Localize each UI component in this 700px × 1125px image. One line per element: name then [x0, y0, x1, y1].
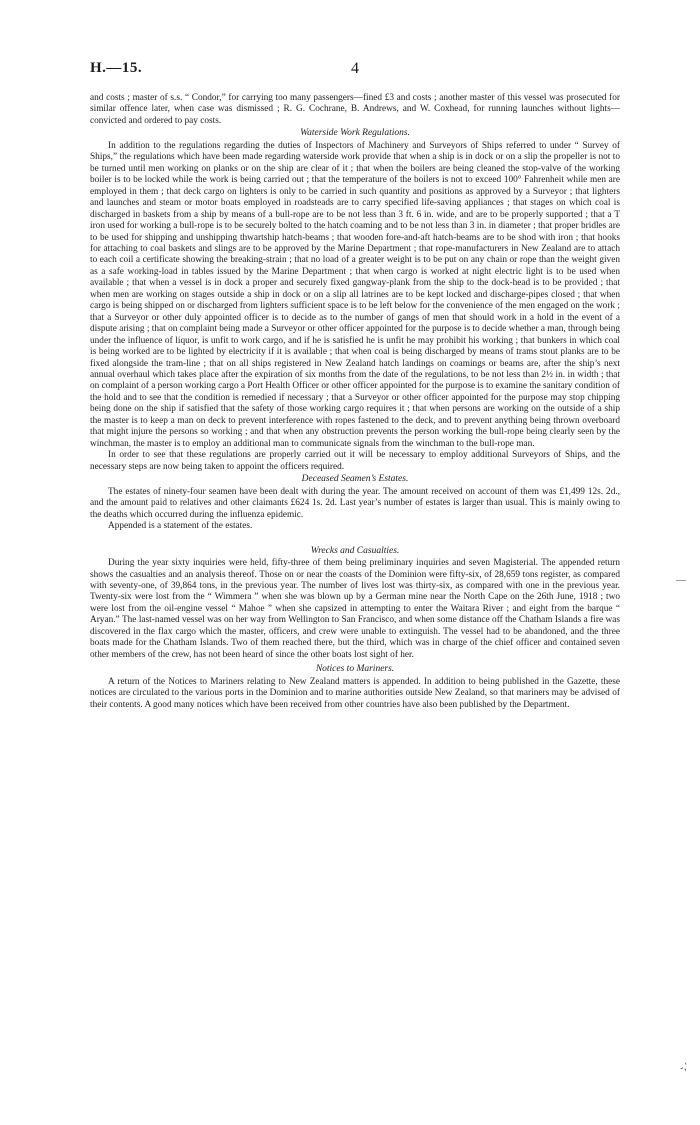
section-heading: Waterside Work Regulations. [300, 128, 410, 139]
spacer [90, 661, 620, 663]
paragraph: In order to see that these regulations are properly carried out it will be necessary to employ additional Surveyors of Ships, and the necessary steps are now being taken to appoint the officers required. [90, 450, 620, 472]
section-heading: Wrecks and Casualties. [310, 545, 400, 556]
section-heading: Deceased Seamen’s Estates. [301, 474, 409, 485]
margin-mark: -,' [678, 1061, 690, 1074]
paragraph: During the year sixty inquiries were held, fifty-three of them being preliminary inquiries and seven Magisterial. The appended return shows the casualties and an analysis thereof. Those on or near the coasts of the Dominion were fifty-six, of 28,659 tons register, as compared with seventy-one, of 39,864 tons, in the previous year. The number of lives lost was thirty-six, as compared with one in the previous year. Twenty-six were lost from the “ Wimmera ” when she was blown up by a German mine near the North Cape on the 26th June, 1918 ; two were lost from the oil-engine vessel “ Mahoe ” when she capsized in attempting to enter the Waitara River ; and eight from the barque “ Aryan.” The last-named vessel was on her way from Wellington to San Francisco, and when some distance off the Chatham Islands a fire was discovered in the flax cargo which the master, officers, and crew were unable to extinguish. The vessel had to be abandoned, and the three boats made for the Chatham Islands. Two of them reached there, but the third, which was in charge of the chief officer and contained seven other members of the crew, has not been heard of since the other boats lost sight of her. [90, 558, 620, 660]
paragraph: A return of the Notices to Mariners relating to New Zealand matters is appended. In addition to being published in the Gazette, these notices are circulated to the various ports in the Dominion and to marine authorities outside New Zealand, so that mariners may be advised of their contents. A good many notices which have been received from other countries have also been published by the Department. [90, 676, 620, 710]
paragraph: and costs ; master of s.s. “ Condor,” for carrying too many passengers—fined £3 and costs ; another master of this vessel was prosecuted for similar offence later, when case was dismissed ; R. G. Cochrane, B. Andrews, and W. Coxhead, for running launches without lights—convicted and ordered to pay costs. [90, 93, 620, 126]
paragraph: In addition to the regulations regarding the duties of Inspectors of Machinery and Surveyors of Ships referred to under “ Survey of Ships,” the regulations which have been made regarding waterside work provide that when a ship is in dock or on a slip the propeller is not to be turned until men working on planks or on the ship are clear of it ; that when the boilers are being cleaned the stop-valve of the working boiler is to be locked while the work is being carried out ; that the temperature of the boilers is not to exceed 100° Fahrenheit while men are employed in them ; that deck cargo on lighters is only to be carried in such quantity and positions as approved by a Surveyor ; that lighters and launches and steam or motor boats employed in roadsteads are to carry specified life-saving appliances ; that stages on which coal is discharged in baskets from a ship by means of a bull-rope are to be not less than 3 ft. 6 in. wide, and are to be properly supported ; that a T iron used for working a bull-rope is to be securely bolted to the hatch coaming and to be not less than 3 in. in diameter ; that proper bridles are to be used for shipping and unshipping thwartship hatch-beams ; that wooden fore-and-aft hatch-beams are to be shod with iron ; that hooks for attaching to coal baskets and slings are to be approved by the Marine Department ; that rope-manufacturers in New Zealand are to attach to each coil a certificate showing the breaking-strain ; that no load of a greater weight is to be put on any chain or rope than the weight given as a safe working-load in tables issued by the Marine Department ; that when cargo is worked at night electric light is to be used when available ; that when a vessel is in dock a proper and securely fixed gangway-plank from the ship to the dock-head is to be provided ; that when men are working on stages outside a ship in dock or on a slip all latrines are to be kept locked and discharge-pipes closed ; that when cargo is being shipped on or discharged from lighters sufficient space is to be left below for the convenience of the men engaged on the work ; that a Surveyor or other duly appointed officer is to decide as to the number of gangs of men that should work in a hold in the event of a dispute arising ; that on complaint being made a Surveyor or other officer appointed for the purpose is to decide whether a man, through being under the influence of liquor, is unfit to work cargo, and if he is satisfied he is unfit he may prohibit his working ; that bunkers in which coal is being worked are to be lighted by electricity if it is available ; that when coal is being discharged by means of trams stout planks are to be fixed alongside the tram-line ; that on all ships registered in New Zealand hatch landings on coamings or beams are, after the ship’s next annual overhaul which takes place after the expiration of six months from the date of the regulations, to be not less than 2½ in. in width ; that on complaint of a person working cargo a Port Health Officer or other officer appointed for the purpose is to examine the sanitary condition of the hold and to see that the condition is remedied if necessary ; that a Surveyor or other officer appointed for the purpose may stop chipping being done on the ship if satisfied that the safety of those working cargo requires it ; that when persons are working on the outside of a ship the master is to keep a man on deck to prevent interference with ropes fastened to the deck, and to prevent anything being thrown overboard that might injure the persons so working ; and that when any obstruction prevents the person working the bull-rope being clearly seen by the winchman, the master is to employ an additional man to communicate signals from the winchman to the bull-rope man. [90, 140, 620, 449]
paragraph: The estates of ninety-four seamen have been dealt with during the year. The amount received on account of them was £1,499 12s. 2d., and the amount paid to relatives and other claimants £624 1s. 2d. Last year’s number of estates is larger than usual. This is mainly owing to the deaths which occurred during the influenza epidemic. [90, 486, 620, 520]
document-body [90, 93, 620, 711]
paragraph: Appended is a statement of the estates. [108, 521, 253, 532]
spacer [90, 533, 620, 545]
section-heading: Notices to Mariners. [315, 664, 395, 675]
margin-mark: — [676, 575, 686, 586]
page-number: 4 [351, 60, 359, 77]
page-header [90, 60, 620, 82]
document-reference: H.—15. [90, 60, 143, 76]
